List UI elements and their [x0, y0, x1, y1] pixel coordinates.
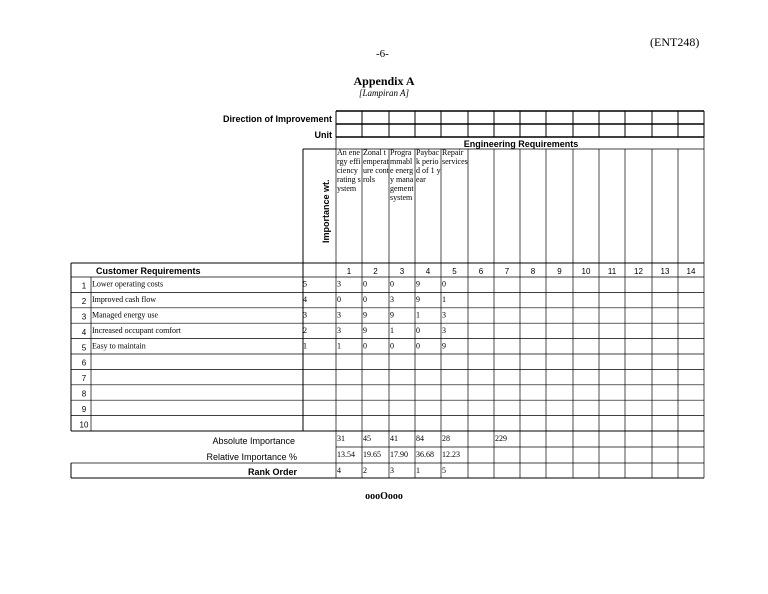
absolute-importance-value: 45 [363, 434, 371, 443]
relationship-value: 3 [442, 310, 446, 320]
relationship-value: 0 [390, 341, 394, 351]
engineering-requirements-label: Engineering Requirements [463, 139, 579, 149]
row-number: 4 [81, 327, 87, 337]
customer-requirement: Lower operating costs [92, 279, 164, 289]
customer-requirement: Easy to maintain [92, 341, 146, 351]
column-number: 11 [607, 267, 617, 276]
rank-order-value: 1 [416, 466, 420, 475]
rank-order-value: 5 [442, 466, 446, 475]
engineering-requirement: Zonal temperature controls [363, 148, 389, 184]
importance-weight: 5 [303, 279, 307, 289]
relationship-value: 3 [337, 325, 341, 335]
rank-order-value: 4 [337, 466, 341, 475]
relationship-value: 0 [363, 295, 367, 305]
course-code: (ENT248) [650, 35, 700, 49]
customer-requirement: Increased occupant comfort [92, 325, 181, 335]
direction-label: Direction of Improvement [222, 114, 332, 124]
relative-importance-value: 17.90 [390, 450, 408, 459]
end-marker: oooOooo [365, 491, 403, 502]
column-number: 4 [425, 267, 431, 276]
column-number: 13 [660, 267, 670, 276]
relationship-value: 3 [390, 295, 394, 305]
row-number: 5 [81, 343, 87, 353]
relationship-value: 3 [337, 310, 341, 320]
relationship-value: 9 [390, 310, 394, 320]
rank-order-label: Rank Order [247, 467, 297, 477]
row-number: 10 [79, 420, 89, 430]
absolute-importance-value: 229 [495, 434, 507, 443]
column-number: 10 [581, 267, 591, 276]
relative-importance-label: Relative Importance % [206, 452, 297, 462]
absolute-importance-value: 41 [390, 434, 398, 443]
column-number: 9 [557, 267, 562, 276]
relative-importance-value: 12.23 [442, 450, 460, 459]
absolute-importance-value: 31 [337, 434, 345, 443]
engineering-requirement: An energy efficiency rating system [337, 148, 361, 193]
page-number: -6- [376, 48, 389, 60]
appendix-title: Appendix A [353, 74, 415, 88]
rank-order-value: 3 [390, 466, 394, 475]
relationship-value: 9 [442, 341, 446, 351]
row-number: 6 [81, 358, 87, 368]
relationship-value: 0 [442, 279, 446, 289]
column-number: 3 [399, 267, 405, 276]
row-number: 1 [81, 281, 87, 291]
relationship-value: 0 [416, 341, 420, 351]
row-number: 3 [81, 312, 87, 322]
column-number: 8 [530, 267, 536, 276]
relationship-value: 3 [337, 279, 341, 289]
row-number: 9 [81, 404, 87, 414]
relationship-value: 0 [363, 341, 367, 351]
relationship-value: 9 [416, 279, 420, 289]
column-number: 1 [346, 267, 352, 276]
engineering-requirement: Repair services [442, 148, 468, 166]
row-number: 2 [81, 297, 87, 307]
importance-weight: 4 [303, 295, 307, 305]
column-number: 7 [504, 267, 510, 276]
column-number: 12 [634, 267, 643, 276]
absolute-importance-value: 28 [442, 434, 450, 443]
absolute-importance-label: Absolute Importance [212, 436, 295, 446]
relationship-value: 9 [363, 310, 367, 320]
row-number: 8 [81, 389, 87, 399]
importance-weight: 2 [303, 325, 307, 335]
column-number: 2 [373, 267, 378, 276]
relative-importance-value: 36.68 [416, 450, 434, 459]
importance-weight: 3 [303, 310, 307, 320]
relationship-value: 0 [390, 279, 394, 289]
relationship-value: 3 [442, 325, 446, 335]
relationship-value: 9 [416, 295, 420, 305]
customer-requirement: Improved cash flow [92, 295, 156, 305]
relationship-value: 0 [337, 295, 341, 305]
relationship-value: 9 [363, 325, 367, 335]
customer-requirements-label: Customer Requirements [96, 266, 201, 276]
customer-requirement: Managed energy use [92, 310, 159, 320]
column-number: 6 [478, 267, 484, 276]
relationship-value: 0 [363, 279, 367, 289]
relative-importance-value: 19.65 [363, 450, 381, 459]
importance-weight-label: Importance wt. [321, 179, 331, 243]
rank-order-value: 2 [363, 466, 367, 475]
absolute-importance-value: 84 [416, 434, 424, 443]
importance-weight: 1 [303, 341, 307, 351]
relationship-value: 1 [337, 341, 341, 351]
unit-label: Unit [314, 130, 332, 140]
appendix-subtitle: [Lampiran A] [358, 88, 410, 98]
relationship-value: 0 [416, 325, 420, 335]
relationship-value: 1 [416, 310, 420, 320]
engineering-requirement: Payback period of 1 year [416, 148, 441, 184]
row-number: 7 [81, 374, 87, 384]
relationship-value: 1 [442, 295, 446, 305]
column-number: 5 [452, 267, 457, 276]
relationship-value: 1 [390, 325, 394, 335]
column-number: 14 [686, 267, 696, 276]
relative-importance-value: 13.54 [337, 450, 355, 459]
engineering-requirement: Programmable energy management system [390, 148, 414, 202]
